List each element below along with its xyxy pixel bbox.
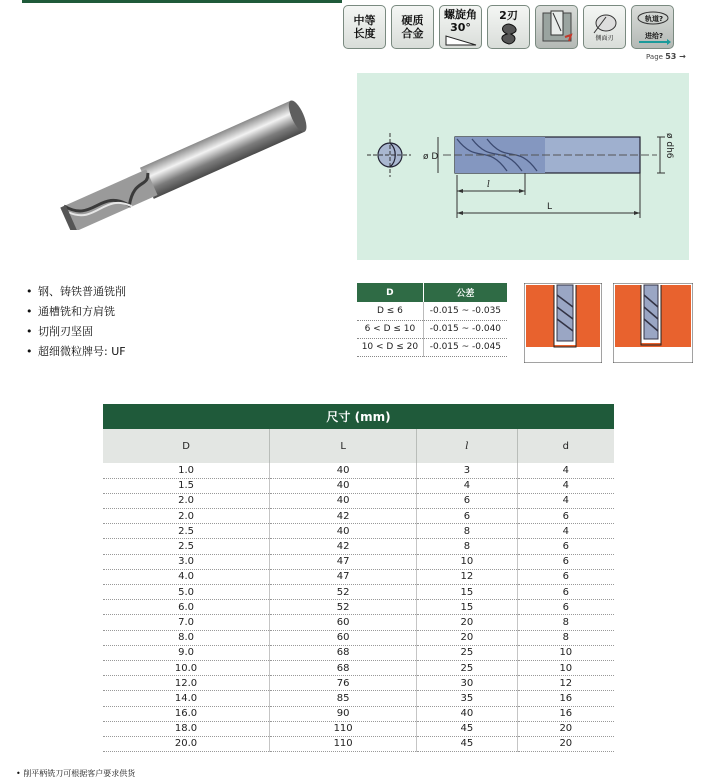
size-header-flute-length: l xyxy=(417,429,518,463)
size-cell-shank: 4 xyxy=(517,478,614,493)
size-cell-d: 2.5 xyxy=(103,539,270,554)
size-cell-d: 6.0 xyxy=(103,600,270,615)
label-flute-length: l xyxy=(487,180,490,190)
label-diameter: ø D xyxy=(423,152,439,162)
size-cell-d: 1.5 xyxy=(103,478,270,493)
size-cell-d: 1.0 xyxy=(103,463,270,478)
size-cell-flute-length: 6 xyxy=(417,493,518,508)
feed-question-icon xyxy=(631,5,674,49)
tolerance-row xyxy=(357,302,507,320)
size-cell-overall-length: 60 xyxy=(270,615,417,630)
size-cell-d: 2.0 xyxy=(103,509,270,524)
table-row xyxy=(103,691,614,706)
size-cell-overall-length: 85 xyxy=(270,691,417,706)
size-header-shank: d xyxy=(517,429,614,463)
table-row xyxy=(103,676,614,691)
feature-item: • 钢、铸铁普通铣削 xyxy=(26,282,126,302)
size-cell-overall-length: 40 xyxy=(270,524,417,539)
size-cell-flute-length: 20 xyxy=(417,630,518,645)
table-row xyxy=(103,736,614,751)
size-cell-flute-length: 6 xyxy=(417,509,518,524)
tolerance-range: D ≤ 6 xyxy=(357,302,423,320)
size-cell-flute-length: 35 xyxy=(417,691,518,706)
size-cell-shank: 6 xyxy=(517,585,614,600)
table-row xyxy=(103,585,614,600)
size-cell-flute-length: 4 xyxy=(417,478,518,493)
tolerance-range: 6 < D ≤ 10 xyxy=(357,320,423,338)
size-cell-overall-length: 76 xyxy=(270,676,417,691)
slot-diagram-icon xyxy=(539,9,575,45)
tolerance-row xyxy=(357,320,507,338)
size-cell-flute-length: 10 xyxy=(417,554,518,569)
table-row xyxy=(103,539,614,554)
helix-label: 螺旋角 xyxy=(444,8,477,21)
tolerance-range: 10 < D ≤ 20 xyxy=(357,338,423,356)
flutes-label: 2刃 xyxy=(499,8,518,22)
footnote: • 削平柄铣刀可根据客户要求供货 xyxy=(16,769,136,778)
size-cell-d: 18.0 xyxy=(103,721,270,736)
size-cell-overall-length: 42 xyxy=(270,539,417,554)
table-row xyxy=(103,706,614,721)
material-line-1: 硬质 xyxy=(401,14,424,27)
size-cell-overall-length: 110 xyxy=(270,721,417,736)
material-line-2: 合金 xyxy=(401,27,424,40)
helix-value: 30° xyxy=(450,21,471,34)
size-cell-overall-length: 40 xyxy=(270,463,417,478)
size-cell-shank: 4 xyxy=(517,493,614,508)
size-cell-d: 10.0 xyxy=(103,660,270,675)
orbit-feed-icon xyxy=(633,8,673,46)
size-cell-d: 16.0 xyxy=(103,706,270,721)
size-cell-overall-length: 110 xyxy=(270,736,417,751)
tolerance-header-tol: 公差 xyxy=(423,283,507,302)
size-cell-shank: 6 xyxy=(517,554,614,569)
size-cell-shank: 8 xyxy=(517,615,614,630)
size-cell-overall-length: 52 xyxy=(270,600,417,615)
feature-item: • 切削刃坚固 xyxy=(26,322,126,342)
side-edge-icon xyxy=(583,5,626,49)
size-cell-d: 20.0 xyxy=(103,736,270,751)
size-cell-d: 8.0 xyxy=(103,630,270,645)
size-cell-overall-length: 68 xyxy=(270,660,417,675)
size-cell-flute-length: 45 xyxy=(417,736,518,751)
side-edge-label: 侧面刃 xyxy=(595,34,614,42)
end-mill-photo xyxy=(48,100,323,230)
table-row xyxy=(103,524,614,539)
size-cell-overall-length: 47 xyxy=(270,554,417,569)
flutes-icon xyxy=(487,5,530,49)
tolerance-table xyxy=(357,283,507,357)
table-row xyxy=(103,554,614,569)
table-row xyxy=(103,493,614,508)
slot-milling-icon xyxy=(535,5,578,49)
table-row xyxy=(103,569,614,584)
size-cell-flute-length: 25 xyxy=(417,645,518,660)
size-cell-d: 14.0 xyxy=(103,691,270,706)
size-cell-shank: 6 xyxy=(517,509,614,524)
length-icon xyxy=(343,5,386,49)
top-rule xyxy=(22,0,342,3)
length-line-1: 中等 xyxy=(353,14,376,27)
size-cell-flute-length: 8 xyxy=(417,539,518,554)
size-header-overall-length: L xyxy=(270,429,417,463)
size-cell-shank: 4 xyxy=(517,463,614,478)
feature-list xyxy=(26,282,126,362)
table-row xyxy=(103,600,614,615)
tolerance-row xyxy=(357,338,507,356)
slot-milling-diagram xyxy=(524,283,602,363)
table-row xyxy=(103,463,614,478)
feature-icon-strip xyxy=(343,5,674,49)
size-cell-shank: 8 xyxy=(517,630,614,645)
page-reference xyxy=(646,52,686,61)
size-table-caption: 尺寸 (mm) xyxy=(103,404,614,429)
size-cell-shank: 10 xyxy=(517,660,614,675)
size-cell-d: 3.0 xyxy=(103,554,270,569)
size-cell-flute-length: 25 xyxy=(417,660,518,675)
feature-item: • 通槽铣和方肩铣 xyxy=(26,302,126,322)
size-cell-shank: 6 xyxy=(517,569,614,584)
label-overall-length: L xyxy=(547,202,553,212)
size-cell-d: 9.0 xyxy=(103,645,270,660)
helix-angle-icon xyxy=(439,5,482,49)
size-cell-shank: 16 xyxy=(517,691,614,706)
size-cell-flute-length: 15 xyxy=(417,585,518,600)
orbit-label: 轨道? xyxy=(644,15,663,23)
size-cell-d: 5.0 xyxy=(103,585,270,600)
table-row xyxy=(103,509,614,524)
size-cell-flute-length: 15 xyxy=(417,600,518,615)
helix-wedge-icon xyxy=(444,34,478,46)
size-cell-flute-length: 20 xyxy=(417,615,518,630)
size-cell-overall-length: 90 xyxy=(270,706,417,721)
table-row xyxy=(103,645,614,660)
size-cell-shank: 20 xyxy=(517,721,614,736)
side-cut-icon xyxy=(590,13,620,35)
tolerance-header-d: D xyxy=(357,283,423,302)
tolerance-value: -0.015 ~ -0.035 xyxy=(423,302,507,320)
size-cell-shank: 10 xyxy=(517,645,614,660)
feature-item: • 超细微粒牌号: UF xyxy=(26,342,126,362)
size-cell-overall-length: 40 xyxy=(270,478,417,493)
size-cell-d: 12.0 xyxy=(103,676,270,691)
size-cell-shank: 20 xyxy=(517,736,614,751)
size-cell-shank: 6 xyxy=(517,600,614,615)
label-shank-diameter: ø dh6 xyxy=(664,133,674,159)
size-cell-shank: 12 xyxy=(517,676,614,691)
size-cell-flute-length: 8 xyxy=(417,524,518,539)
size-cell-overall-length: 60 xyxy=(270,630,417,645)
page-label: Page xyxy=(646,53,663,61)
size-table xyxy=(103,404,614,752)
length-line-2: 长度 xyxy=(353,27,376,40)
size-cell-shank: 16 xyxy=(517,706,614,721)
size-cell-d: 2.0 xyxy=(103,493,270,508)
shoulder-milling-diagram xyxy=(613,283,693,363)
table-row xyxy=(103,615,614,630)
dimension-drawing xyxy=(357,73,689,260)
size-cell-flute-length: 45 xyxy=(417,721,518,736)
table-row xyxy=(103,721,614,736)
size-header-d: D xyxy=(103,429,270,463)
size-cell-overall-length: 40 xyxy=(270,493,417,508)
size-cell-d: 4.0 xyxy=(103,569,270,584)
tolerance-value: -0.015 ~ -0.045 xyxy=(423,338,507,356)
feed-label: 进给? xyxy=(644,32,663,40)
size-cell-d: 7.0 xyxy=(103,615,270,630)
size-cell-flute-length: 40 xyxy=(417,706,518,721)
size-cell-shank: 4 xyxy=(517,524,614,539)
table-row xyxy=(103,630,614,645)
table-row xyxy=(103,660,614,675)
table-row xyxy=(103,478,614,493)
size-cell-overall-length: 47 xyxy=(270,569,417,584)
size-cell-flute-length: 12 xyxy=(417,569,518,584)
size-cell-flute-length: 30 xyxy=(417,676,518,691)
size-cell-shank: 6 xyxy=(517,539,614,554)
page-number: 53 → xyxy=(665,52,686,61)
two-flute-section-icon xyxy=(497,22,521,46)
size-cell-overall-length: 68 xyxy=(270,645,417,660)
size-cell-overall-length: 42 xyxy=(270,509,417,524)
size-cell-overall-length: 52 xyxy=(270,585,417,600)
size-cell-flute-length: 3 xyxy=(417,463,518,478)
tolerance-value: -0.015 ~ -0.040 xyxy=(423,320,507,338)
size-cell-d: 2.5 xyxy=(103,524,270,539)
carbide-icon xyxy=(391,5,434,49)
